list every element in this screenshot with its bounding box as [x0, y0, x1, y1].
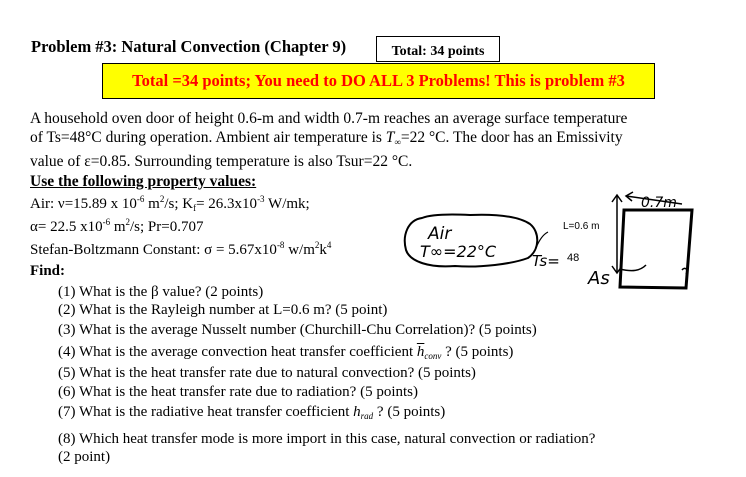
instructions-banner: Total =34 points; You need to DO ALL 3 Problems! This is problem #3 — [102, 63, 655, 99]
question-6: (6) What is the heat transfer rate due to radiation? (5 points) — [58, 384, 419, 400]
description-line-1: A household oven door of height 0.6-m and width 0.7-m reaches an average surface temperature — [30, 110, 628, 127]
question-3: (3) What is the average Nusselt number (Churchill-Chu Correlation)? (5 points) — [58, 322, 537, 338]
question-4: (4) What is the average convection heat transfer coefficient $\overline{h}_{conv}$ ? (5 points) — [58, 344, 514, 361]
height-label: L=0.6 m — [563, 221, 600, 232]
width-label: 0.7m — [641, 195, 677, 211]
area-label: As — [588, 268, 610, 289]
property-alpha: α= 22.5 $x10^{-6}$ $m^2/s$; Pr=0.707 — [30, 217, 204, 235]
area-pointer — [620, 265, 646, 271]
total-points-box: Total: 34 points — [376, 36, 500, 62]
air-label: Air — [428, 224, 452, 244]
question-8-line-1: (8) Which heat transfer mode is more import in this case, natural convection or radiation? — [58, 431, 596, 447]
oven-door-shape — [620, 210, 692, 288]
ambient-temperature-label: T∞=22°C — [420, 242, 497, 261]
question-1: (1) What is the β value? (2 points) — [58, 284, 264, 300]
surface-temperature-value: 48 — [567, 252, 580, 264]
question-7: (7) What is the radiative heat transfer coefficient $h_{rad}$ ? (5 points) — [58, 404, 446, 421]
description-line-3: value of ε=0.85. Surrounding temperature is also Tsur=22 °C. — [30, 153, 413, 170]
properties-heading: Use the following property values: — [30, 173, 257, 190]
question-2: (2) What is the Rayleigh number at L=0.6 m? (5 point) — [58, 302, 388, 318]
property-stefan-boltzmann: Stefan-Boltzmann Constant: $\sigma = 5.67x10^{-8}$ $w/m^2k^4$ — [30, 240, 332, 258]
question-5: (5) What is the heat transfer rate due to natural convection? (5 points) — [58, 365, 476, 381]
surface-temperature-label: Ts= — [532, 252, 560, 270]
description-line-2: of Ts=48°C during operation. Ambient air temperature is $T_\infty=22$ °C. The door has an Emissivity — [30, 129, 623, 147]
question-8-line-2: (2 point) — [58, 449, 111, 465]
find-heading: Find: — [30, 263, 66, 279]
problem-title: Problem #3: Natural Convection (Chapter 9) — [31, 37, 347, 56]
property-air: Air: ν=15.89 x $10^{-6}$ $m^2/s$; $K_f= 26.3x10^{-3}$ W/mk; — [30, 194, 310, 213]
